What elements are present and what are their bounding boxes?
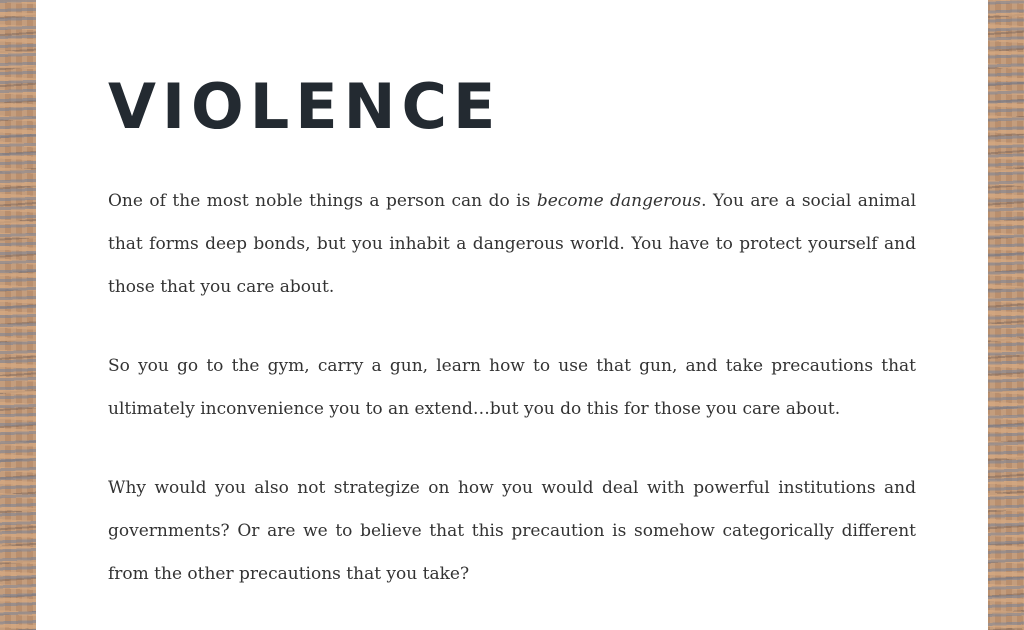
article [108,68,916,596]
paragraph-2: So you go to the gym, carry a gun, learn how to use that gun, and take precautions that ultimately inconvenience you to an extend…but you do this for those you care about. [108,356,916,419]
paragraph-1-text-start: One of the most noble things a person can do is [108,191,537,211]
page-title: VIOLENCE [108,70,502,143]
paragraph-1-emphasis: become dangerous [536,191,702,211]
textured-background-left [0,0,36,630]
paragraph-3: Why would you also not strategize on how you would deal with powerful institutions and governments? Or are we to believe that this precaution is somehow categorically different from the other precautions that you take? [108,478,916,584]
paragraph-1 [108,180,916,309]
article-page [36,0,988,630]
paragraph-1-text-end: . You are a social animal that forms deep bonds, but you inhabit a dangerous world. You have to protect yourself and those that you care about. [108,191,917,297]
textured-background-right [988,0,1024,630]
